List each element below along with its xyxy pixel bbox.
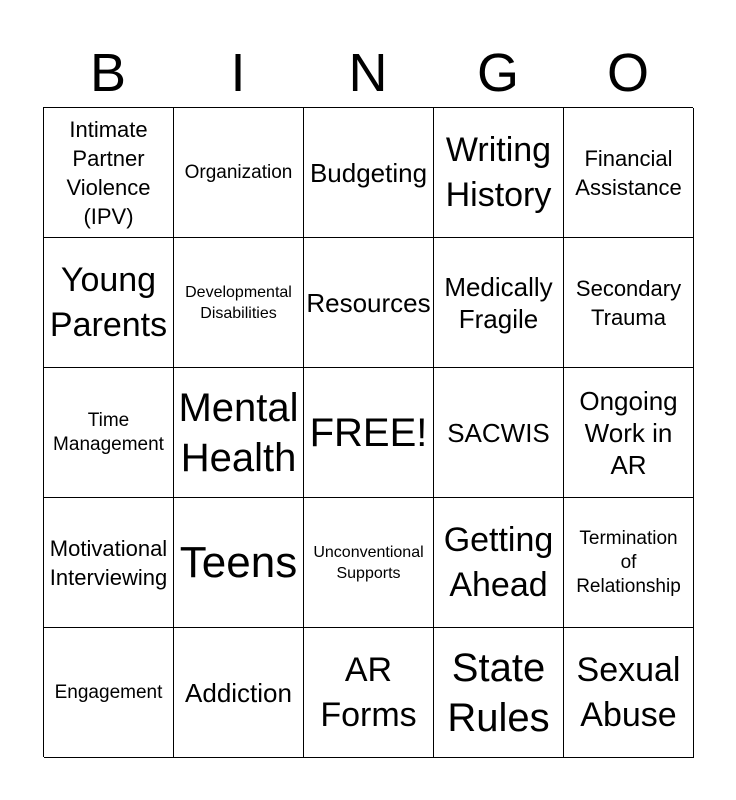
bingo-board (43, 107, 693, 757)
bingo-cell[interactable] (564, 498, 694, 628)
header-letter-g: G (476, 43, 519, 103)
cell-label: Secondary Trauma (575, 275, 682, 330)
bingo-cell[interactable] (564, 628, 694, 758)
bingo-cell[interactable] (304, 628, 434, 758)
free-space-cell[interactable] (304, 368, 434, 498)
bingo-cell[interactable] (564, 368, 694, 498)
bingo-cell[interactable] (304, 498, 434, 628)
cell-label: Motivational Interviewing (49, 535, 168, 590)
bingo-cell[interactable] (174, 498, 304, 628)
bingo-cell[interactable] (304, 108, 434, 238)
bingo-cell[interactable] (174, 628, 304, 758)
bingo-cell[interactable] (44, 108, 174, 238)
cell-label: Resources (306, 287, 431, 318)
cell-label: Financial Assistance (575, 145, 682, 200)
bingo-cell[interactable] (304, 238, 434, 368)
bingo-cell[interactable] (434, 108, 564, 238)
cell-label: Developmental Disabilities (185, 283, 292, 322)
cell-label: AR Forms (320, 650, 417, 734)
header-letter-b: B (89, 43, 127, 103)
cell-label: Medically Fragile (444, 271, 553, 334)
bingo-cell[interactable] (174, 238, 304, 368)
bingo-cell[interactable] (564, 108, 694, 238)
header-letter-o: O (606, 43, 649, 103)
bingo-cell[interactable] (434, 498, 564, 628)
bingo-header (43, 40, 693, 106)
bingo-cell[interactable] (44, 238, 174, 368)
free-space-label: FREE! (309, 410, 428, 455)
cell-label: Teens (179, 537, 298, 587)
bingo-cell[interactable] (174, 368, 304, 498)
bingo-cell[interactable] (564, 238, 694, 368)
cell-label: State Rules (447, 645, 550, 740)
cell-label: Intimate Partner Violence (IPV) (66, 116, 151, 229)
header-letter-n: N (348, 43, 388, 103)
cell-label: Termination of Relationship (576, 527, 681, 597)
cell-label: Organization (184, 161, 293, 183)
bingo-cell[interactable] (44, 628, 174, 758)
bingo-cell[interactable] (434, 628, 564, 758)
cell-label: Budgeting (309, 157, 428, 188)
bingo-cell[interactable] (434, 368, 564, 498)
cell-label: Ongoing Work in AR (579, 385, 678, 480)
bingo-cell[interactable] (44, 368, 174, 498)
cell-label: Mental Health (178, 385, 299, 480)
cell-label: Writing History (445, 130, 552, 214)
cell-label: Time Management (53, 409, 164, 455)
cell-label: Engagement (54, 681, 163, 703)
cell-label: SACWIS (447, 417, 550, 448)
cell-label: Addiction (185, 677, 292, 708)
cell-label: Sexual Abuse (576, 650, 681, 734)
bingo-cell[interactable] (44, 498, 174, 628)
cell-label: Unconventional Supports (313, 543, 424, 582)
bingo-cell[interactable] (434, 238, 564, 368)
header-letter-i: I (230, 43, 246, 103)
bingo-cell[interactable] (174, 108, 304, 238)
cell-label: Young Parents (49, 260, 168, 344)
cell-label: Getting Ahead (443, 520, 554, 604)
